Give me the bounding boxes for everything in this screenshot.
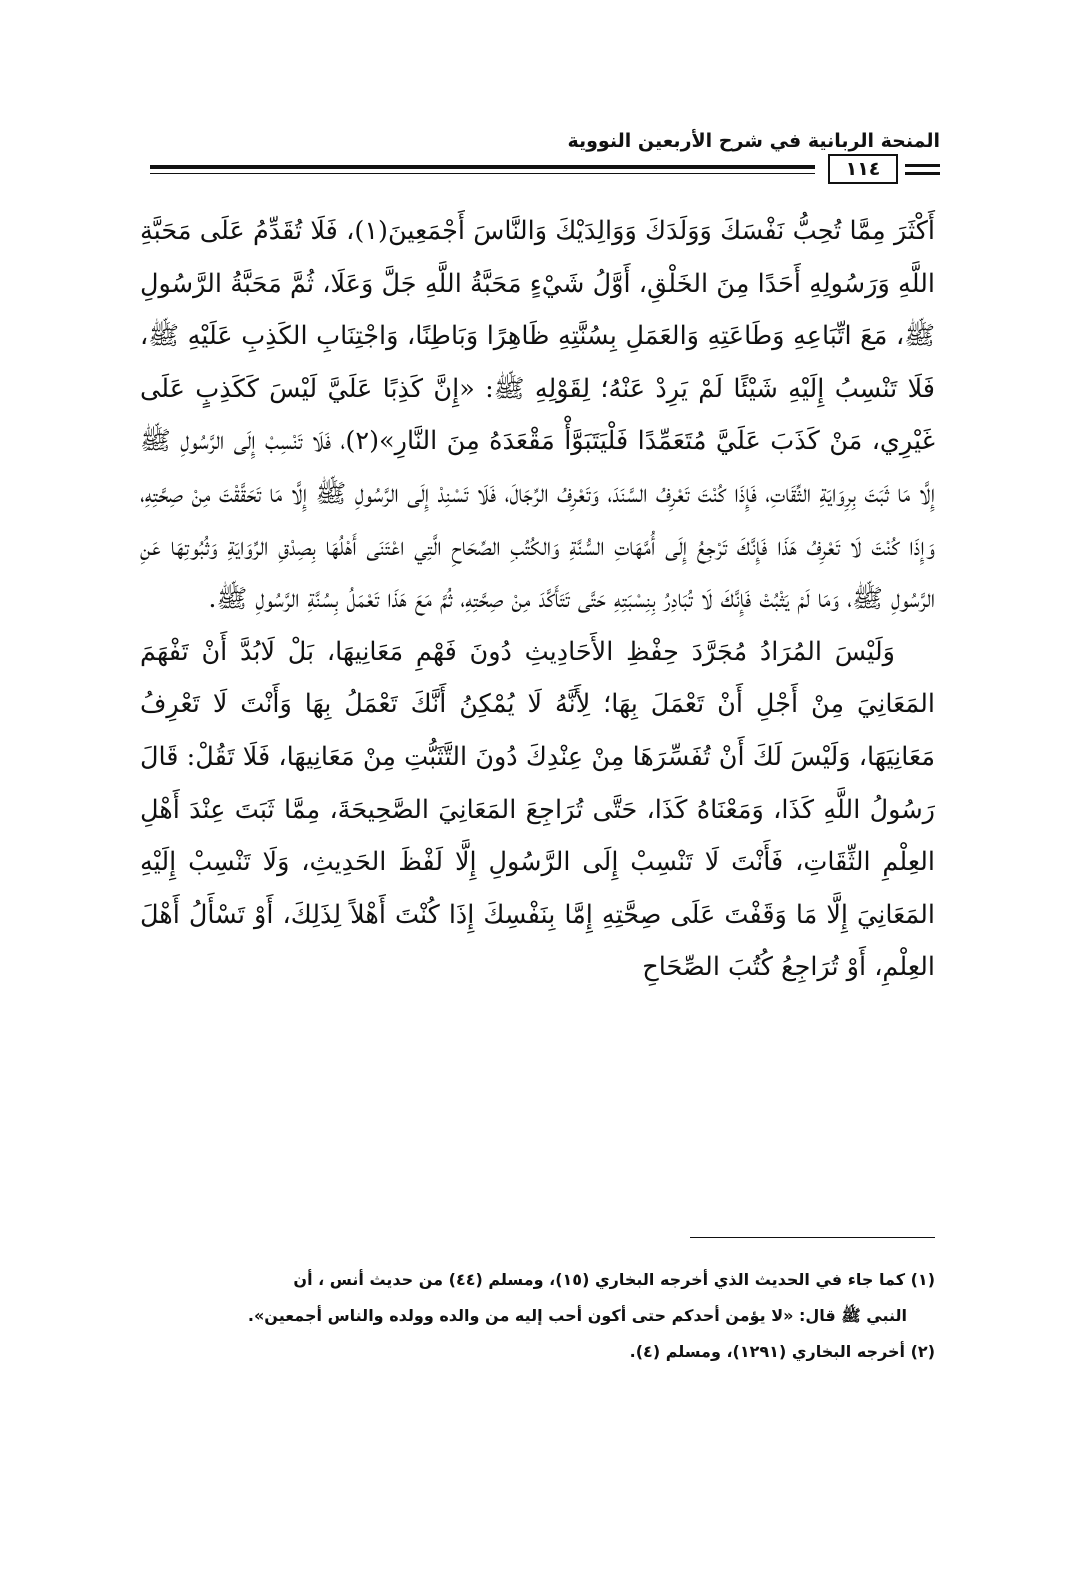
paragraph: أَكْثَرَ مِمَّا تُحِبُّ نَفْسَكَ وَوَلَدَكَ وَوَالِدَيْكَ وَالنَّاسَ أَجْمَعِينَ(١)، فَلَا تُقَدِّمُ عَلَى مَحَبَّةِ اللَّهِ وَرَسُولِهِ أَحَدًا مِنَ الخَلْقِ، أَوَّلُ شَيْءٍ مَحَبَّةُ اللَّهِ جَلَّ وَعَلَا، ثُمَّ مَحَبَّةُ الرَّسُولِ ﷺ، مَعَ اتِّبَاعِهِ وَطَاعَتِهِ وَالعَمَلِ بِسُنَّتِهِ ظَاهِرًا وَبَاطِنًا، وَاجْتِنَابِ الكَذِبِ عَلَيْهِ ﷺ، فَلَا تَنْسِبُ إِلَيْهِ شَيْئًا لَمْ يَرِدْ عَنْهُ؛ لِقَوْلِهِ ﷺ: «إِنَّ كَذِبًا عَلَيَّ لَيْسَ كَكَذِبٍ عَلَى غَيْرِي، مَنْ كَذَبَ عَلَيَّ مُتَعَمِّدًا فَلْيَتَبَوَّأْ مَقْعَدَهُ مِنَ النَّارِ»(٢)، فَلَا تَنْسِبْ إِلَى الرَّسُولِ ﷺ إِلَّا مَا ثَبَتَ بِرِوَايَةِ الثِّقَاتِ، فَإِذَا كُنْتَ تَعْرِفُ السَّنَدَ، وَتَعْرِفُ الرِّجَالَ، فَلَا تَسْنِدْ إِلَى الرَّسُولِ ﷺ إِلَّا مَا تَحَقَّقْتَ مِنْ صِحَّتِهِ، وَإِذَا كُنْتَ لَا تَعْرِفُ هَذَا فَإِنَّكَ تَرْجِعُ إِلَى أُمَّهَاتِ السُّنَّةِ وَالكُتُبِ الصِّحَاحِ الَّتِي اعْتَنَى أَهْلُهَا بِصِدْقِ الرِّوَايَةِ وَثُبُوتِهَا عَنِ الرَّسُولِ ﷺ، وَمَا لَمْ يَثْبُتْ فَإِنَّكَ لَا تُبَادِرُ بِنِسْبَتِهِ حَتَّى تَتَأَكَّدَ مِنْ صِحَّتِهِ، ثُمَّ مَعَ هَذَا تَعْمَلُ بِسُنَّةِ الرَّسُولِ ﷺ. bbox=[140, 216, 935, 615]
page-number: ١١٤ bbox=[828, 154, 898, 184]
header-rule-thin bbox=[150, 173, 815, 174]
paragraph: وَلَيْسَ المُرَادُ مُجَرَّدَ حِفْظِ الأَحَادِيثِ دُونَ فَهْمِ مَعَانِيهَا، بَلْ لَابُدَّ أَنْ تَفْهَمَ المَعَانِيَ مِنْ أَجْلِ أَنْ تَعْمَلَ بِهَا؛ لِأَنَّهُ لَا يُمْكِنُ أَنَّكَ تَعْمَلُ بِهَا وَأَنْتَ لَا تَعْرِفُ مَعَانِيَهَا، وَلَيْسَ لَكَ أَنْ تُفَسِّرَهَا مِنْ عِنْدِكَ دُونَ التَّثَبُّتِ مِنْ مَعَانِيهَا، فَلَا تَقُلْ: قَالَ رَسُولُ اللَّهِ كَذَا، وَمَعْنَاهُ كَذَا، حَتَّى تُرَاجِعَ المَعَانِيَ الصَّحِيحَةَ، مِمَّا ثَبَتَ عِنْدَ أَهْلِ العِلْمِ الثِّقَاتِ، فَأَنْتَ لَا تَنْسِبْ إِلَى الرَّسُولِ إِلَّا لَفْظَ الحَدِيثِ، وَلَا تَنْسِبْ إِلَيْهِ المَعَانِيَ إِلَّا مَا وَقَفْتَ عَلَى صِحَّتِهِ إِمَّا بِنَفْسِكَ إِذَا كُنْتَ أَهْلاً لِذَلِكَ، أَوْ تَسْأَلُ أَهْلَ العِلْمِ، أَوْ تُرَاجِعُ كُتُبَ الصِّحَاحِ bbox=[140, 636, 935, 983]
footnote-separator bbox=[690, 1237, 935, 1238]
header-rule bbox=[150, 165, 815, 169]
main-text bbox=[140, 205, 935, 994]
running-title: المنحة الربانية في شرح الأربعين النووية bbox=[567, 130, 940, 152]
footnotes bbox=[140, 1262, 935, 1370]
header-rule-right bbox=[905, 164, 940, 167]
footnote-1-continuation: النبي ﷺ قال: «لا يؤمن أحدكم حتى أكون أحب إليه من والده وولده والناس أجمعين». bbox=[247, 1306, 907, 1325]
footnote-2: (٢) أخرجه البخاري (١٢٩١)، ومسلم (٤). bbox=[629, 1342, 935, 1361]
header-rule-right-thin bbox=[905, 172, 940, 175]
footnote-1: (١) كما جاء في الحديث الذي أخرجه البخاري (١٥)، ومسلم (٤٤) من حديث أنس ، أن bbox=[293, 1270, 935, 1289]
page-header bbox=[140, 120, 940, 190]
